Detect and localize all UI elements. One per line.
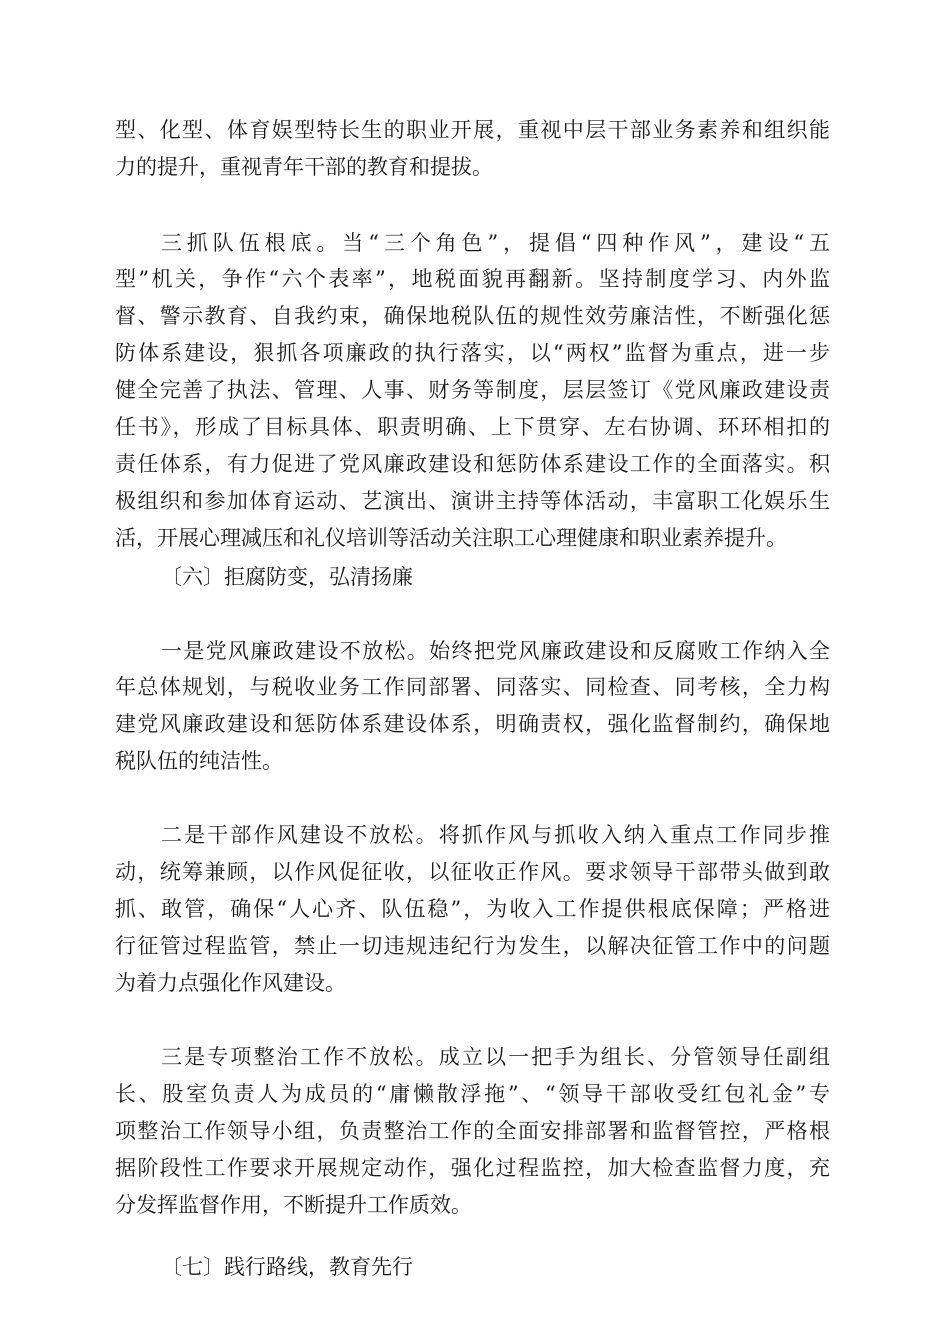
- paragraph-line: 三是专项整治工作不放松。成立以一把手为组长、分管领导任副组: [161, 1045, 830, 1069]
- paragraph-line: 责任体系，有力促进了党风廉政建设和惩防体系建设工作的全面落实。积: [115, 452, 830, 476]
- paragraph-line: 活，开展心理减压和礼仪培训等活动关注职工心理健康和职业素养提升。: [115, 526, 787, 550]
- paragraph-line: 长、股室负责人为成员的“庸懒散浮拖”、“领导干部收受红包礼金”专: [115, 1082, 830, 1106]
- section-heading-7: 〔七〕践行路线，教育先行: [161, 1255, 413, 1279]
- paragraph-line: 动，统筹兼顾，以作风促征收，以征收正作风。要求领导干部带头做到敢: [115, 860, 830, 884]
- paragraph-line: 税队伍的纯洁性。: [115, 749, 283, 773]
- paragraph-line: 抓、敢管，确保“人心齐、队伍稳”，为收入工作提供根底保障；严格进: [115, 897, 830, 921]
- paragraph-line: 力的提升，重视青年干部的教育和提拔。: [115, 155, 493, 179]
- paragraph-line: 型”机关，争作“六个表率”，地税面貌再翻新。坚持制度学习、内外监: [115, 267, 830, 291]
- paragraph-line: 年总体规划，与税收业务工作同部署、同落实、同检查、同考核，全力构: [115, 675, 830, 699]
- paragraph-line: 三抓队伍根底。当“三个角色”，提倡“四种作风”，建设“五: [161, 231, 830, 255]
- paragraph-line: 健全完善了执法、管理、人事、财务等制度，层层签订《党风廉政建设责: [115, 378, 830, 402]
- section-heading-6: 〔六〕拒腐防变，弘清扬廉: [161, 565, 413, 589]
- paragraph-line: 行征管过程监管，禁止一切违规违纪行为发生，以解决征管工作中的问题: [115, 934, 830, 958]
- paragraph-line: 督、警示教育、自我约束，确保地税队伍的规性效劳廉洁性，不断强化惩: [115, 304, 830, 328]
- paragraph-line: 分发挥监督作用，不断提升工作质效。: [115, 1193, 472, 1217]
- paragraph-line: 极组织和参加体育运动、艺演出、演讲主持等体活动，丰富职工化娱乐生: [115, 489, 830, 513]
- paragraph-line: 二是干部作风建设不放松。将抓作风与抓收入纳入重点工作同步推: [161, 823, 830, 847]
- document-body: [115, 0, 835, 1344]
- paragraph-line: 任书》，形成了目标具体、职责明确、上下贯穿、左右协调、环环相扣的: [115, 415, 830, 439]
- paragraph-line: 防体系建设，狠抓各项廉政的执行落实，以“两权”监督为重点，进一步: [115, 341, 830, 365]
- paragraph-line: 建党风廉政建设和惩防体系建设体系，明确责权，强化监督制约，确保地: [115, 712, 830, 736]
- paragraph-line: 一是党风廉政建设不放松。始终把党风廉政建设和反腐败工作纳入全: [161, 639, 830, 663]
- paragraph-line: 项整治工作领导小组，负责整治工作的全面安排部署和监督管控，严格根: [115, 1119, 830, 1143]
- paragraph-line: 为着力点强化作风建设。: [115, 971, 346, 995]
- paragraph-line: 据阶段性工作要求开展规定动作，强化过程监控，加大检查监督力度，充: [115, 1156, 830, 1180]
- paragraph-line: 型、化型、体育娱型特长生的职业开展，重视中层干部业务素养和组织能: [115, 118, 830, 142]
